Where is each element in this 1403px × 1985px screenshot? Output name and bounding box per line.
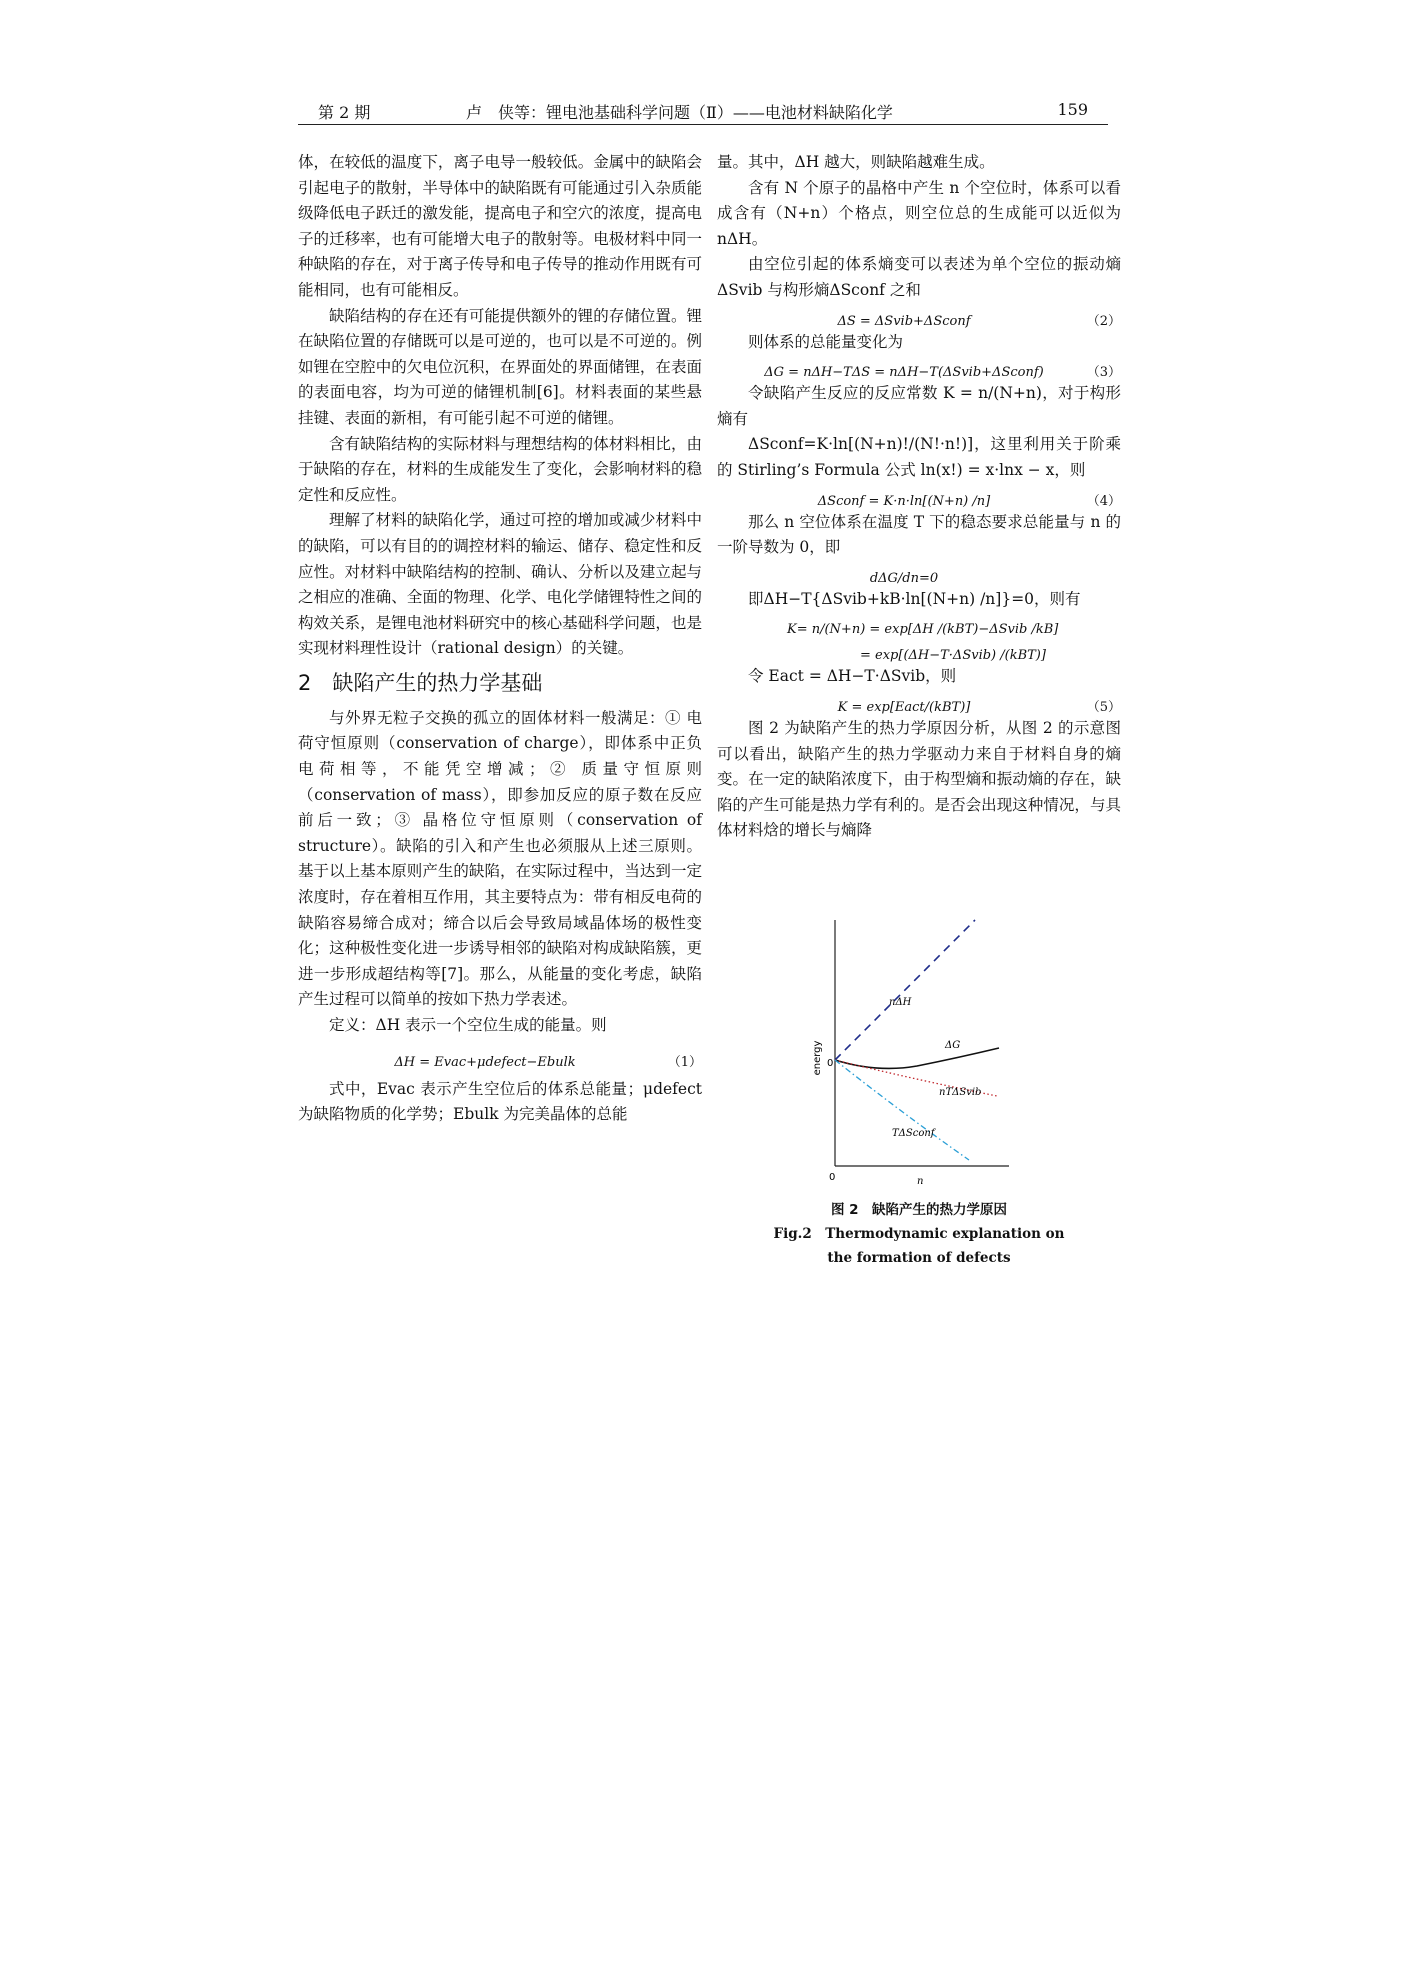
- label-nTSvib: nTΔSvib: [939, 1087, 982, 1098]
- origin-label-x: 0: [829, 1172, 836, 1183]
- paragraph: ΔSconf=K·ln[(N+n)!/(N!·n!)]，这里利用关于阶乘的 Stirling’s Formula 公式 ln(x!) = x·lnx − x，则: [717, 435, 1121, 479]
- equation-number: （3）: [1086, 365, 1121, 381]
- equation-formula: ΔH = Evac+μdefect−Ebulk: [394, 1054, 576, 1070]
- equation-number: （1）: [667, 1054, 702, 1070]
- paragraph: 则体系的总能量变化为: [748, 332, 904, 351]
- equation-4: [717, 484, 1121, 510]
- equation-formula: ΔS = ΔSvib+ΔSconf: [837, 313, 971, 329]
- right-column: [717, 150, 1121, 844]
- equation-1: [298, 1045, 702, 1071]
- equation-5: [717, 690, 1121, 716]
- equation-formula: = exp[(ΔH−T·ΔSvib) /(kBT)]: [860, 648, 1046, 664]
- equation-formula: K= n/(N+n) = exp[ΔH /(kBT)−ΔSvib /kB]: [787, 622, 1059, 638]
- running-header: [298, 96, 1108, 125]
- caption-english-line1: Fig.2 Thermodynamic explanation on: [773, 1226, 1065, 1242]
- equation-formula: ΔSconf = K·n·ln[(N+n) /n]: [817, 493, 991, 509]
- equation-k-line2: [717, 638, 1121, 664]
- section-heading: 2 缺陷产生的热力学基础: [298, 670, 543, 695]
- equation-number: （5）: [1086, 699, 1121, 715]
- paragraph: 缺陷结构的存在还有可能提供额外的锂的存储位置。锂在缺陷位置的存储既可以是可逆的，也可以是不可逆的。例如锂在空腔中的欠电位沉积，在界面处的界面储锂，在表面的表面电容，均为可逆的储锂机制[6]。材料表面的某些悬挂键、表面的新相，有可能引起不可逆的储锂。: [298, 306, 702, 427]
- left-column: [298, 150, 702, 1128]
- paragraph: 令 Eact = ΔH−T·ΔSvib，则: [748, 667, 957, 686]
- figure-2: [717, 908, 1121, 1288]
- x-axis-label: n: [917, 1176, 924, 1187]
- thermo-diagram: [717, 908, 1121, 1208]
- equation-number: （4）: [1086, 493, 1121, 509]
- equation-derivative: [717, 561, 1121, 587]
- paragraph: 令缺陷产生反应的反应常数 K = n/(N+n)，对于构形熵有: [717, 384, 1121, 428]
- page-number: 159: [1057, 100, 1088, 119]
- paragraph: 由空位引起的体系熵变可以表述为单个空位的振动熵ΔSvib 与构形熵ΔSconf 之和: [717, 255, 1121, 299]
- paragraph: 那么 n 空位体系在温度 T 下的稳态要求总能量与 n 的一阶导数为 0，即: [717, 512, 1121, 557]
- origin-label-y: 0: [827, 1058, 834, 1069]
- paragraph: 体，在较低的温度下，离子电导一般较低。金属中的缺陷会引起电子的散射，半导体中的缺陷既有可能通过引入杂质能级降低电子跃迁的激发能，提高电子和空穴的浓度，提高电子的迁移率，也有可能增大电子的散射等。电极材料中同一种缺陷的存在，对于离子传导和电子传导的推动作用既有可能相同，也有可能相反。: [298, 153, 702, 299]
- paragraph: 量。其中，ΔH 越大，则缺陷越难生成。: [717, 153, 995, 171]
- caption-chinese: 图 2 缺陷产生的热力学原因: [830, 1202, 1008, 1218]
- paragraph: 含有 N 个原子的晶格中产生 n 个空位时，体系可以看成含有（N+n）个格点，则空位总的生成能可以近似为 nΔH。: [717, 178, 1121, 248]
- equation-formula: K = exp[Eact/(kBT)]: [837, 699, 971, 715]
- label-TSconf: TΔSconf: [892, 1128, 935, 1139]
- figure-caption: [717, 1198, 1121, 1270]
- paragraph: 式中，Evac 表示产生空位后的体系总能量；μdefect 为缺陷物质的化学势；Ebulk 为完美晶体的总能: [298, 1079, 702, 1124]
- equation-k-line1: [717, 612, 1121, 638]
- equation-number: （2）: [1086, 313, 1121, 329]
- nH-curve: [835, 920, 975, 1060]
- caption-english-line2: the formation of defects: [827, 1250, 1011, 1266]
- running-title: 卢 侠等：锂电池基础科学问题（Ⅱ）——电池材料缺陷化学: [466, 103, 893, 122]
- y-axis-label: energy: [812, 1040, 823, 1076]
- paragraph: 图 2 为缺陷产生的热力学原因分析，从图 2 的示意图可以看出，缺陷产生的热力学驱动力来自于材料自身的熵变。在一定的缺陷浓度下，由于构型熵和振动熵的存在，缺陷的产生可能是热力学有利的。是否会出现这种情况，与具体材料焓的增长与熵降: [717, 718, 1121, 840]
- equation-formula: dΔG/dn=0: [869, 570, 939, 586]
- equation-formula: ΔG = nΔH−TΔS = nΔH−T(ΔSvib+ΔSconf): [764, 365, 1044, 381]
- paragraph: 即ΔH−T{ΔSvib+kB·ln[(N+n) /n]}=0，则有: [748, 589, 1081, 608]
- paragraph: 含有缺陷结构的实际材料与理想结构的体材料相比，由于缺陷的存在，材料的生成能发生了变化，会影响材料的稳定性和反应性。: [298, 434, 702, 504]
- paragraph: 理解了材料的缺陷化学，通过可控的增加或减少材料中的缺陷，可以有目的的调控材料的输运、储存、稳定性和反应性。对材料中缺陷结构的控制、确认、分析以及建立起与之相应的准确、全面的物理、化学、电化学储锂特性之间的构效关系，是锂电池材料研究中的核心基础科学问题，也是实现材料理性设计（rational design）的关键。: [298, 511, 702, 658]
- label-G: ΔG: [945, 1040, 961, 1051]
- equation-2: [717, 304, 1121, 330]
- issue-number: 第 2 期: [318, 103, 371, 122]
- paragraph: 与外界无粒子交换的孤立的固体材料一般满足：① 电荷守恒原则（conservation of charge），即体系中正负电荷相等，不能凭空增减；② 质量守恒原则（conservation of mass），即参加反应的原子数在反应前后一致；③ 晶格位守恒原则（conservation of structure）。缺陷的引入和产生也必须服从上述三原则。基于以上基本原则产生的缺陷，在实际过程中，当达到一定浓度时，存在着相互作用，其主要特点为：带有相反电荷的缺陷容易缔合成对；缔合以后会导致局域晶体场的极性变化；这种极性变化进一步诱导相邻的缺陷对构成缺陷簇，更进一步形成超结构等[7]。那么，从能量的变化考虑，缺陷产生过程可以简单的按如下热力学表述。: [298, 708, 702, 1009]
- TSconf-curve: [835, 1060, 969, 1160]
- label-nH: nΔH: [889, 997, 912, 1008]
- equation-3: [717, 355, 1121, 381]
- paragraph: 定义：ΔH 表示一个空位生成的能量。则: [329, 1016, 607, 1034]
